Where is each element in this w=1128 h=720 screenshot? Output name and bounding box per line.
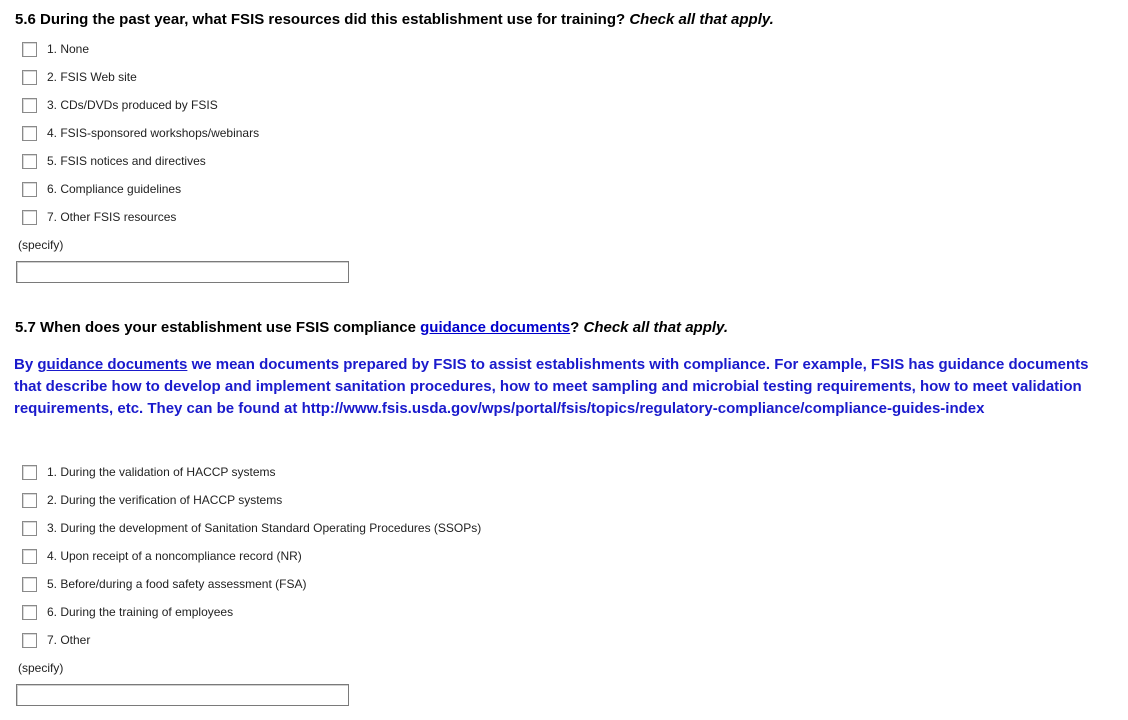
option-label: 5. FSIS notices and directives [47, 154, 206, 168]
question-5-7-specify-input[interactable] [16, 684, 349, 706]
q57-option-1[interactable] [22, 463, 276, 481]
definition-text: we mean documents prepared by FSIS to assist establishments with compliance. For example, FSIS has guidance documents that describe how to develop and implement sanitation procedures, how to meet sampling and microbial testing requirements, how to meet validation requirements, etc. They can be found at http://www.fsis.usda.gov/wps/portal/fsis/topics/regulatory-compliance/compliance-guides-index [14, 356, 1089, 417]
checkbox[interactable] [22, 210, 37, 225]
question-5-7-mark: ? [570, 319, 580, 336]
checkbox[interactable] [22, 633, 37, 648]
option-label: 5. Before/during a food safety assessment (FSA) [47, 577, 307, 591]
q56-option-2[interactable] [22, 68, 137, 86]
checkbox[interactable] [22, 605, 37, 620]
checkbox[interactable] [22, 182, 37, 197]
checkbox[interactable] [22, 577, 37, 592]
guidance-documents-link[interactable]: guidance documents [420, 319, 571, 336]
q57-option-2[interactable] [22, 491, 282, 509]
question-5-6-instruction: Check all that apply. [629, 11, 774, 28]
q56-option-4[interactable] [22, 124, 259, 142]
checkbox[interactable] [22, 549, 37, 564]
question-5-6-title [15, 11, 774, 29]
q56-option-5[interactable] [22, 152, 206, 170]
question-5-6-specify-label: (specify) [18, 238, 64, 252]
question-5-7-instruction: Check all that apply. [583, 319, 728, 336]
checkbox[interactable] [22, 126, 37, 141]
checkbox[interactable] [22, 98, 37, 113]
definition-intro: By [14, 356, 34, 373]
guidance-definition [14, 354, 1118, 420]
checkbox[interactable] [22, 465, 37, 480]
question-5-7-specify-label: (specify) [18, 661, 64, 675]
q57-option-5[interactable] [22, 575, 306, 593]
option-label: 2. FSIS Web site [47, 70, 137, 84]
option-label: 7. Other [47, 633, 91, 647]
question-5-6-specify-input[interactable] [16, 261, 349, 283]
option-label: 1. None [47, 42, 90, 56]
option-label: 7. Other FSIS resources [47, 210, 177, 224]
q57-option-4[interactable] [22, 547, 302, 565]
q57-option-6[interactable] [22, 603, 233, 621]
q57-option-7[interactable] [22, 631, 90, 649]
option-label: 4. Upon receipt of a noncompliance record (NR) [47, 549, 302, 563]
question-5-6-text: 5.6 During the past year, what FSIS resources did this establishment use for training? [15, 11, 626, 28]
checkbox[interactable] [22, 521, 37, 536]
q57-option-3[interactable] [22, 519, 481, 537]
checkbox[interactable] [22, 42, 37, 57]
option-label: 3. CDs/DVDs produced by FSIS [47, 98, 218, 112]
question-5-7-text: 5.7 When does your establishment use FSIS compliance [15, 319, 416, 336]
option-label: 2. During the verification of HACCP systems [47, 493, 283, 507]
q56-option-6[interactable] [22, 180, 181, 198]
option-label: 3. During the development of Sanitation Standard Operating Procedures (SSOPs) [47, 521, 482, 535]
question-5-7-title [15, 319, 728, 337]
checkbox[interactable] [22, 154, 37, 169]
checkbox[interactable] [22, 493, 37, 508]
option-label: 6. Compliance guidelines [47, 182, 182, 196]
option-label: 4. FSIS-sponsored workshops/webinars [47, 126, 260, 140]
definition-guidance-link[interactable]: guidance documents [37, 356, 188, 373]
option-label: 6. During the training of employees [47, 605, 234, 619]
q56-option-3[interactable] [22, 96, 218, 114]
checkbox[interactable] [22, 70, 37, 85]
option-label: 1. During the validation of HACCP systems [47, 465, 276, 479]
q56-option-7[interactable] [22, 208, 176, 226]
q56-option-1[interactable] [22, 40, 89, 58]
